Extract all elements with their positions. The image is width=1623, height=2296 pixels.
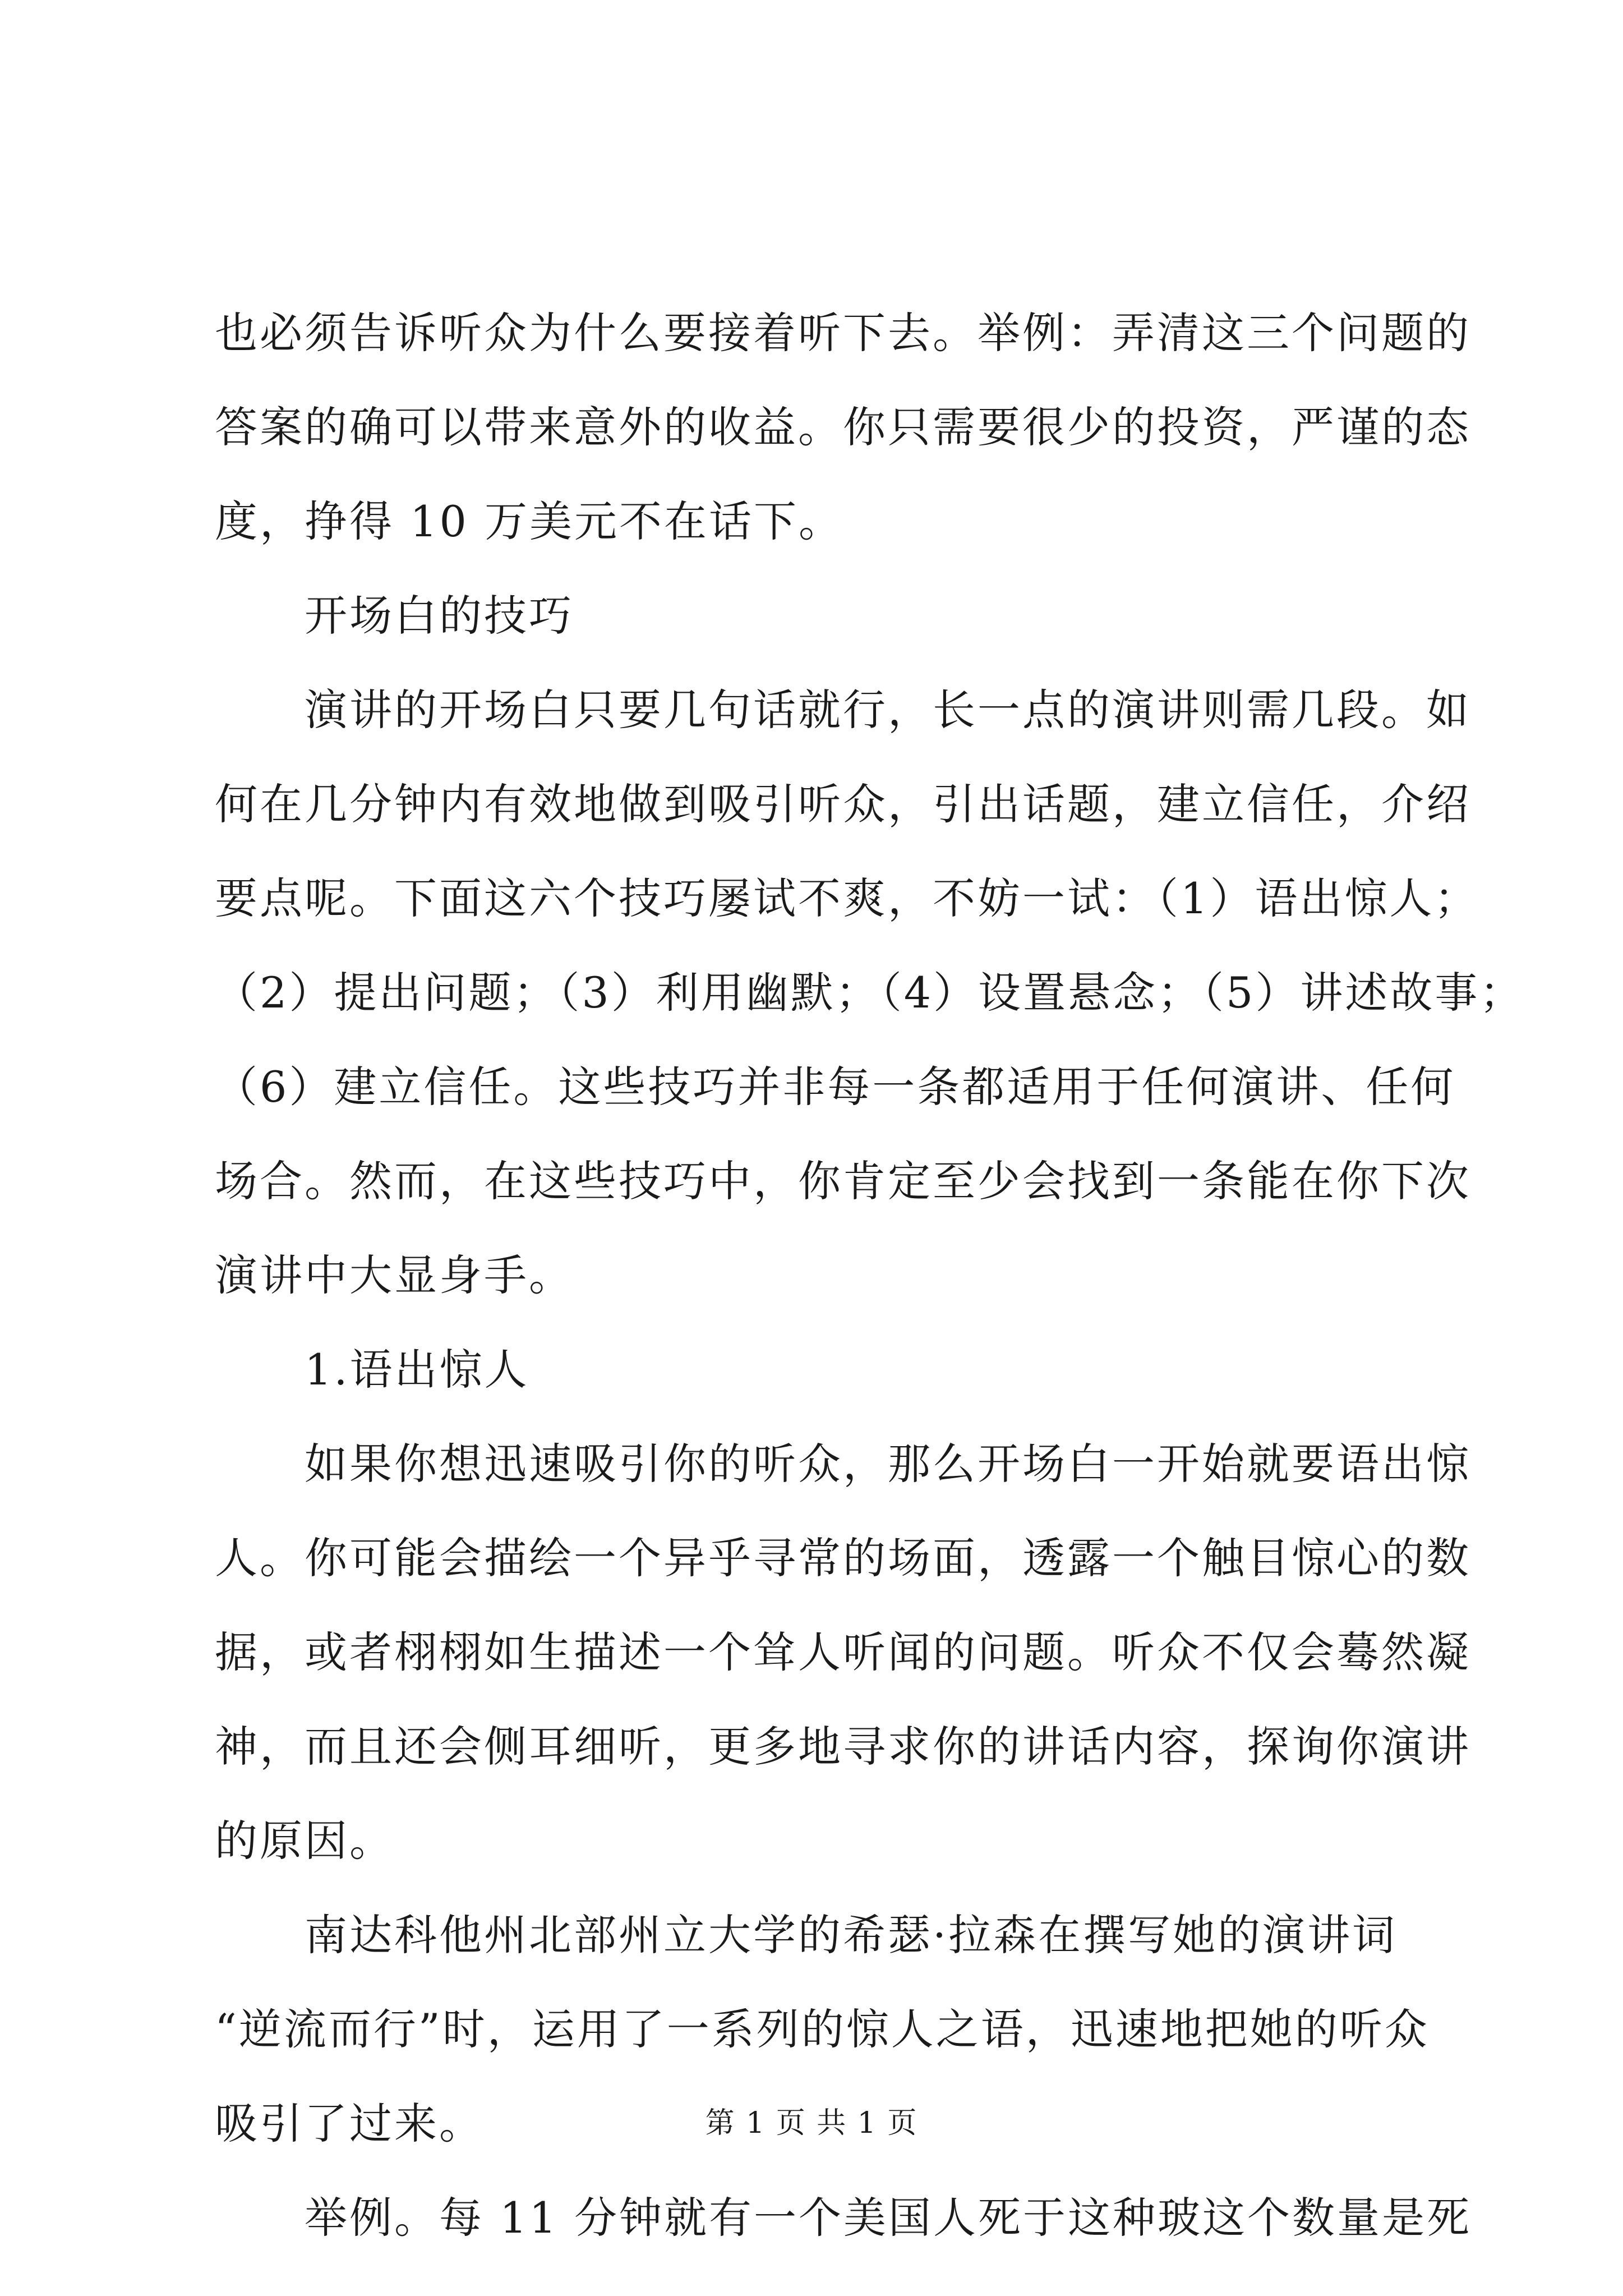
page-footer	[0, 2104, 1623, 2143]
section-heading: 开场白的技巧	[305, 591, 574, 641]
document-body	[215, 286, 1525, 2265]
text-line: “逆流而行”时，运用了一系列的惊人之语，迅速地把她的听众	[215, 2004, 1430, 2054]
text-line: 人。你可能会描绘一个异乎寻常的场面，透露一个触目惊心的数	[215, 1533, 1471, 1583]
text-line: 举例。每 11 分钟就有一个美国人死于这种玻这个数量是死	[305, 2193, 1472, 2243]
subsection-heading: 1.语出惊人	[305, 1345, 529, 1395]
text-line: 答案的确可以带来意外的收益。你只需要很少的投资，严谨的态	[215, 402, 1471, 452]
text-line: 度，挣得 10 万美元不在话下。	[215, 496, 844, 546]
text-line: 演讲中大显身手。	[215, 1250, 574, 1300]
text-line: （6）建立信任。这些技巧并非每一条都适用于任何演讲、任何	[215, 1062, 1456, 1112]
text-line: 也必须告诉听众为什么要接着听下去。举例：弄清这三个问题的	[215, 308, 1471, 358]
text-line: 场合。然而，在这些技巧中，你肯定至少会找到一条能在你下次	[215, 1156, 1471, 1206]
text-line: 据，或者栩栩如生描述一个耸人听闻的问题。听众不仅会蓦然凝	[215, 1627, 1471, 1677]
text-line: 演讲的开场白只要几句话就行，长一点的演讲则需几段。如	[305, 685, 1471, 735]
text-line: （2）提出问题；（3）利用幽默；（4）设置悬念；（5）讲述故事；	[215, 968, 1525, 1018]
text-line: 何在几分钟内有效地做到吸引听众，引出话题，建立信任，介绍	[215, 779, 1471, 829]
page-number: 第 1 页 共 1 页	[705, 2106, 918, 2140]
text-line: 要点呢。下面这六个技巧屡试不爽，不妨一试：（1）语出惊人；	[215, 873, 1479, 923]
text-line: 的原因。	[215, 1816, 394, 1866]
text-line: 神，而且还会侧耳细听，更多地寻求你的讲话内容，探询你演讲	[215, 1722, 1471, 1772]
text-line: 吸引了过来。	[215, 2099, 484, 2148]
text-line: 南达科他州北部州立大学的希瑟·拉森在撰写她的演讲词	[305, 1910, 1398, 1960]
text-line: 如果你想迅速吸引你的听众，那么开场白一开始就要语出惊	[305, 1439, 1471, 1489]
